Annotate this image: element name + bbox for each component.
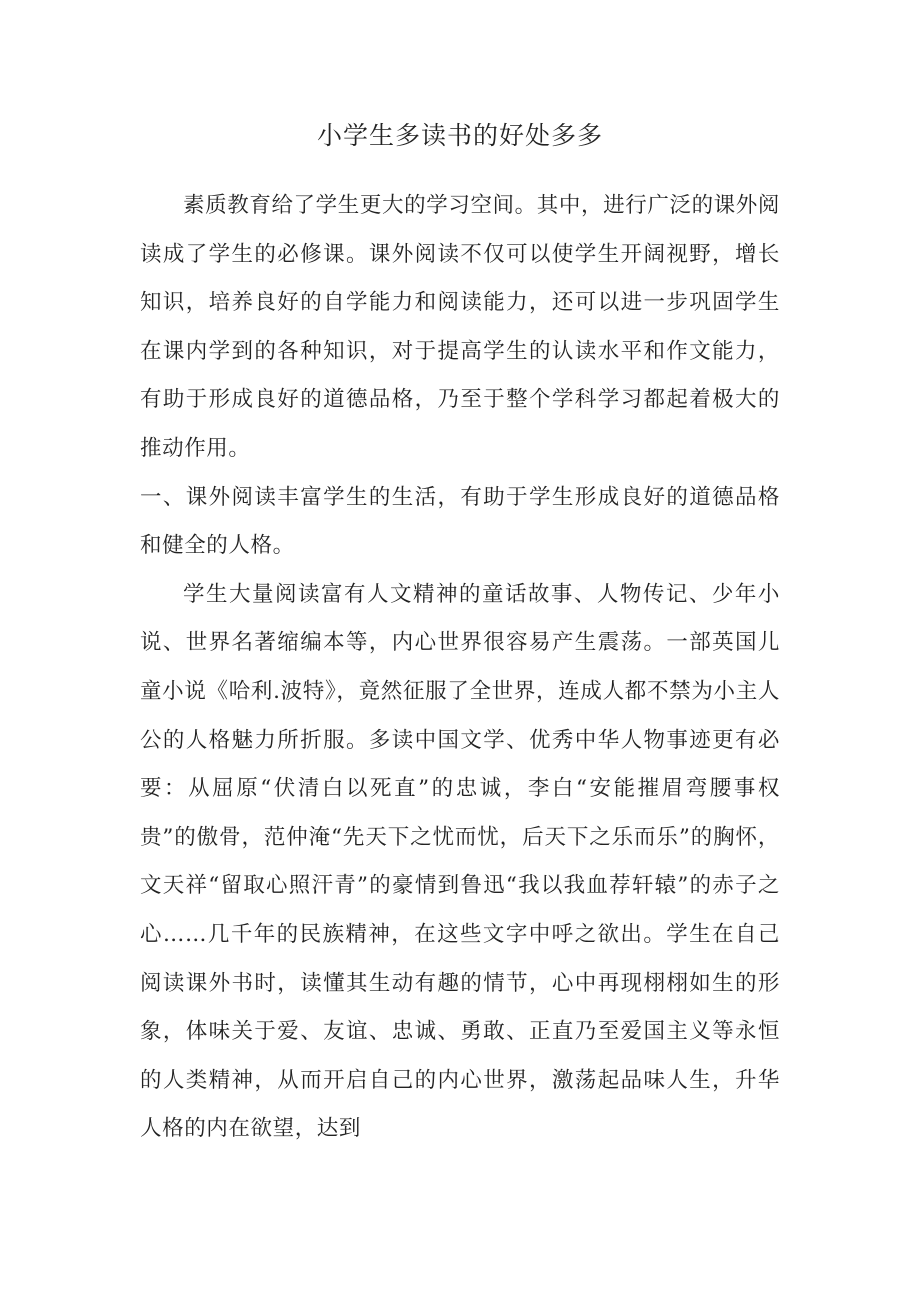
- document-body: [140, 182, 780, 1154]
- section-heading-1: 一、课外阅读丰富学生的生活，有助于学生形成良好的道德品格和健全的人格。: [140, 484, 780, 559]
- document-title: 小学生多读书的好处多多: [316, 121, 603, 150]
- intro-paragraph: 素质教育给了学生更大的学习空间。其中，进行广泛的课外阅读成了学生的必修课。课外阅读不仅可以使学生开阔视野，增长知识，培养良好的自学能力和阅读能力，还可以进一步巩固学生在课内学到的各种知识，对于提高学生的认读水平和作文能力，有助于形成良好的道德品格，乃至于整个学科学习都起着极大的推动作用。: [140, 193, 780, 461]
- section-1-paragraph: 学生大量阅读富有人文精神的童话故事、人物传记、少年小说、世界名著缩编本等，内心世界很容易产生震荡。一部英国儿童小说《哈利.波特》，竟然征服了全世界，连成人都不禁为小主人公的人格魅力所折服。多读中国文学、优秀中华人物事迹更有必要：从屈原“伏清白以死直”的忠诚，李白“安能摧眉弯腰事权贵”的傲骨，范仲淹“先天下之忧而忧，后天下之乐而乐”的胸怀，文天祥“留取心照汗青”的豪情到鲁迅“我以我血荐轩辕”的赤子之心……几千年的民族精神，在这些文字中呼之欲出。学生在自己阅读课外书时，读懂其生动有趣的情节，心中再现栩栩如生的形象，体味关于爱、友谊、忠诚、勇敢、正直乃至爱国主义等永恒的人类精神，从而开启自己的内心世界，激荡起品味人生，升华人格的内在欲望，达到: [140, 581, 780, 1142]
